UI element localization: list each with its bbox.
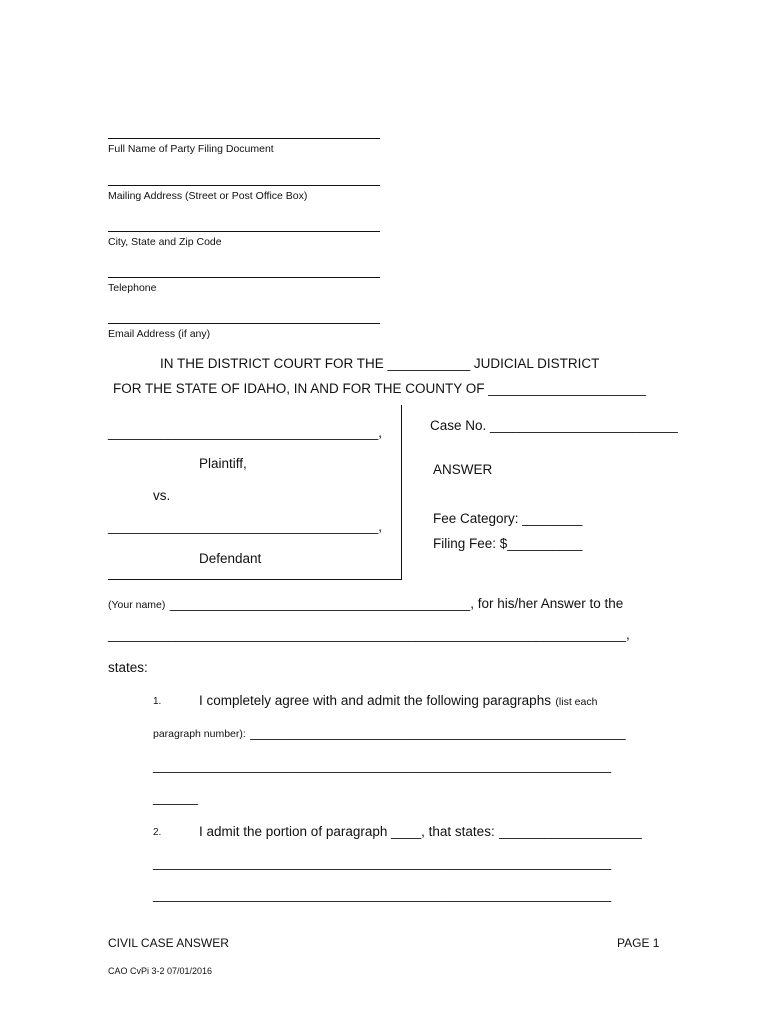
- footer-form-code: CAO CvPi 3-2 07/01/2016: [108, 966, 213, 976]
- answer-to-text: , for his/her Answer to the: [470, 596, 624, 611]
- item1-blank2[interactable]: _____________________________________________________________: [153, 758, 611, 773]
- mailing-address-label: Mailing Address (Street or Post Office Box): [108, 190, 308, 202]
- answer-intro: [108, 595, 623, 613]
- caption-divider: [401, 405, 402, 579]
- item1-blank1[interactable]: __________________________________________________: [250, 725, 626, 740]
- item1-number: 1.: [153, 696, 162, 707]
- case-number[interactable]: Case No. _________________________: [430, 418, 678, 433]
- telephone-line[interactable]: [108, 277, 380, 278]
- email-label: Email Address (if any): [108, 328, 211, 340]
- item1-blank3[interactable]: ______: [153, 790, 199, 805]
- fee-category[interactable]: Fee Category: ________: [433, 511, 583, 526]
- states-label: states:: [108, 660, 148, 675]
- plaintiff-name-line[interactable]: ____________________________________,: [108, 425, 383, 440]
- document-title: ANSWER: [433, 462, 493, 477]
- defendant-label: Defendant: [199, 551, 262, 566]
- email-line[interactable]: [108, 323, 380, 324]
- item2-blank0[interactable]: ___________________: [499, 824, 642, 839]
- plaintiff-label: Plaintiff,: [199, 456, 247, 471]
- caption-bottom-rule: [108, 579, 402, 580]
- telephone-label: Telephone: [108, 282, 157, 294]
- party-name-line[interactable]: [108, 138, 380, 139]
- item2-blank1[interactable]: _____________________________________________________________: [153, 855, 611, 870]
- item2-blank2[interactable]: _____________________________________________________________: [153, 887, 611, 902]
- party-name-label: Full Name of Party Filing Document: [108, 143, 274, 155]
- item1-note2: paragraph number):: [153, 728, 246, 740]
- your-name-label: (Your name): [108, 599, 166, 611]
- item1-note-row: [153, 724, 626, 742]
- your-name-line[interactable]: ________________________________________: [169, 596, 471, 611]
- item1-note: (list each: [555, 696, 598, 708]
- footer-title: CIVIL CASE ANSWER: [108, 936, 229, 950]
- item2-text-row: [199, 823, 642, 841]
- footer-page-number: PAGE 1: [617, 936, 660, 950]
- city-state-zip-label: City, State and Zip Code: [108, 236, 222, 248]
- defendant-name-line[interactable]: ____________________________________,: [108, 519, 383, 534]
- versus-label: vs.: [153, 488, 171, 503]
- item1-text-row: [199, 692, 597, 710]
- filing-fee[interactable]: Filing Fee: $__________: [433, 536, 583, 551]
- court-heading-line2: FOR THE STATE OF IDAHO, IN AND FOR THE COUNTY OF _____________________: [113, 381, 646, 396]
- item2-number: 2.: [153, 827, 162, 838]
- item1-text: I completely agree with and admit the following paragraphs: [199, 693, 551, 708]
- complaint-title-line[interactable]: _____________________________________________________________________,: [108, 627, 630, 642]
- item2-text: I admit the portion of paragraph ____, that states:: [199, 824, 495, 839]
- mailing-address-line[interactable]: [108, 185, 380, 186]
- court-heading-line1: IN THE DISTRICT COURT FOR THE ___________ JUDICIAL DISTRICT: [160, 356, 600, 371]
- city-state-zip-line[interactable]: [108, 231, 380, 232]
